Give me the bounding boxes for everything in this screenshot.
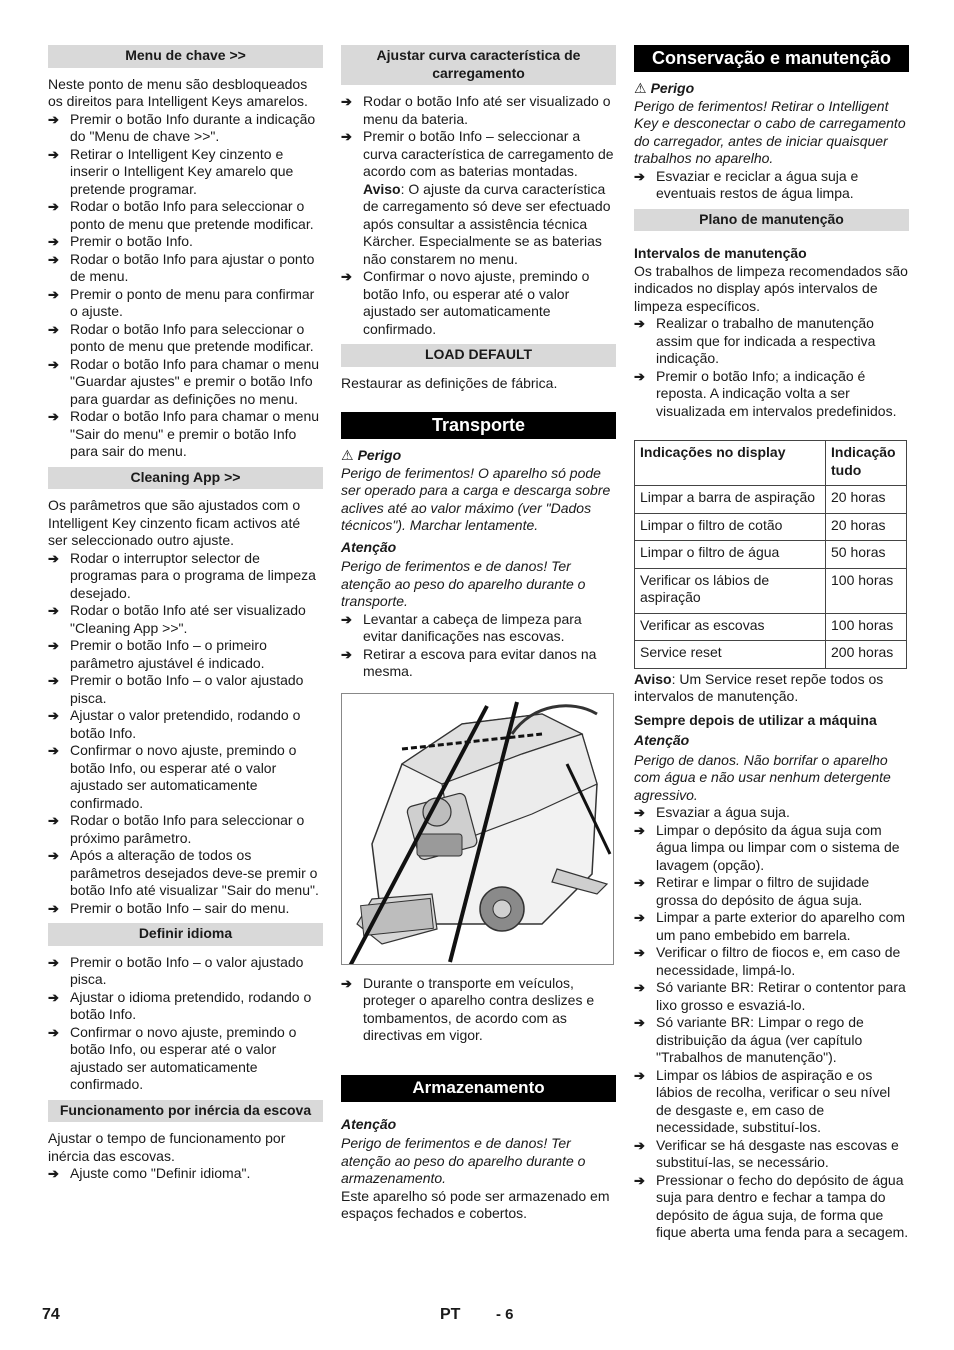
step-text: Premir o ponto de menu para confirmar o ajuste. [70, 285, 315, 319]
table-cell-interval: 20 horas [826, 486, 907, 514]
armazenamento-text: Este aparelho só pode ser armazenado em espaços fechados e cobertos. [341, 1187, 610, 1221]
cleaning-app-intro: Os parâmetros que são ajustados com o Intelligent Key cinzento ficam activos até ser seleccionado outro ajuste. [48, 497, 301, 548]
depois-caution-text: Perigo de danos. Não borrifar o aparelho com água e não usar nenhum detergente agressivo. [634, 751, 891, 803]
table-header-interval: Indicação tudo [826, 441, 907, 486]
step-text: Premir o botão Info – sair do menu. [70, 899, 290, 916]
step-text: Rodar o botão Info para chamar o menu "Sair do menu" e premir o botão Info para sair do menu. [70, 408, 320, 459]
armazenamento-caution-label: Atenção [341, 1115, 397, 1132]
step-text: Premir o botão Info – o valor ajustado pisca. [70, 672, 304, 706]
table-cell-interval: 100 horas [826, 613, 907, 641]
arrow-right-icon: ➔ [634, 945, 645, 960]
table-cell-display: Limpar o filtro de cotão [635, 513, 826, 541]
arrow-right-icon: ➔ [48, 1166, 59, 1181]
intervalos-text: Os trabalhos de limpeza recomendados são indicados no display após intervalos de limpeza específicos. [634, 262, 908, 314]
curva-steps-2 [341, 268, 616, 338]
instruction-step [48, 251, 323, 286]
instruction-step [634, 1137, 909, 1172]
instruction-step [634, 909, 909, 944]
warning-triangle-icon: ⚠ [341, 447, 354, 463]
arrow-right-icon: ➔ [341, 269, 352, 284]
menu-chave-intro: Neste ponto de menu são desbloqueados os direitos para Intelligent Keys amarelos. [48, 75, 308, 109]
instruction-step [341, 268, 616, 338]
section-heading-load-default: LOAD DEFAULT [341, 344, 616, 367]
step-text: Premir o botão Info durante a indicação do "Menu de chave >>". [70, 110, 316, 144]
step-text: Pressionar o fecho do depósito de água suja para dentro e fechar a tampa do depósito de água suja, de forma que fique aberta uma fenda para a secagem. [656, 1171, 909, 1240]
step-text: Levantar a cabeça de limpeza para evitar danificações nas escovas. [363, 610, 582, 644]
arrow-right-icon: ➔ [48, 813, 59, 828]
depois-steps [634, 804, 909, 1242]
sub-page-number: - 6 [496, 1306, 514, 1323]
instruction-step [48, 321, 323, 356]
instruction-step [634, 1014, 909, 1067]
arrow-right-icon: ➔ [48, 954, 59, 970]
plano-note-text: : Um Service reset repõe todos os intervalos de manutenção. [634, 670, 884, 704]
instruction-step [48, 1165, 323, 1183]
instruction-step [634, 822, 909, 875]
instruction-step [48, 954, 323, 989]
arrow-right-icon: ➔ [341, 975, 352, 991]
page-number: 74 [42, 1306, 60, 1323]
step-text: Realizar o trabalho de manutenção assim que for indicada a respectiva indicação. [656, 315, 876, 366]
instruction-step [48, 146, 323, 199]
step-text: Durante o transporte em veículos, proteger o aparelho contra deslizes e tombamentos, de acordo com as directivas em vigor. [363, 974, 595, 1043]
definir-idioma-steps [48, 954, 323, 1094]
arrow-right-icon: ➔ [48, 550, 59, 566]
instruction-step [48, 847, 323, 900]
table-cell-display: Service reset [635, 641, 826, 669]
step-text: Ajuste como "Definir idioma". [70, 1165, 251, 1181]
instruction-step [48, 356, 323, 409]
arrow-right-icon: ➔ [48, 743, 59, 758]
arrow-right-icon: ➔ [634, 1015, 645, 1030]
step-text: Verificar se há desgaste nas escovas e substituí-las, se necessário. [656, 1136, 899, 1170]
step-text: Premir o botão Info – seleccionar a curva característica de carregamento de acordo com as baterias montadas. [363, 128, 614, 179]
arrow-right-icon: ➔ [48, 603, 59, 618]
step-text: Esvaziar e reciclar a água suja e eventuais restos de água limpa. [656, 167, 859, 201]
instruction-step [48, 198, 323, 233]
section-heading-menu-chave: Menu de chave >> [48, 45, 323, 68]
arrow-right-icon: ➔ [341, 646, 352, 662]
conservacao-steps [634, 168, 909, 203]
instruction-step [634, 804, 909, 822]
arrow-right-icon: ➔ [634, 980, 645, 995]
arrow-right-icon: ➔ [634, 316, 645, 331]
instruction-step [48, 672, 323, 707]
column-left [48, 45, 323, 1183]
arrow-right-icon: ➔ [634, 1137, 645, 1153]
arrow-right-icon: ➔ [634, 875, 645, 890]
section-heading-inercia: Funcionamento por inércia da escova [48, 1100, 323, 1123]
instruction-step [48, 408, 323, 461]
instruction-step [48, 742, 323, 812]
table-cell-display: Verificar os lábios de aspiração [635, 568, 826, 613]
warning-triangle-icon: ⚠ [634, 80, 647, 96]
arrow-right-icon: ➔ [48, 900, 59, 916]
instruction-step [48, 989, 323, 1024]
table-cell-interval: 50 horas [826, 541, 907, 569]
step-text: Retirar o Intelligent Key cinzento e inserir o Intelligent Key amarelo que pretende programar. [70, 145, 294, 197]
conservacao-danger-text: Perigo de ferimentos! Retirar o Intelligent Key e desconectar o cabo de carregamento do carregador, antes de iniciar quaisquer trabalhos no aparelho. [634, 97, 906, 166]
arrow-right-icon: ➔ [634, 822, 645, 838]
step-text: Ajustar o idioma pretendido, rodando o botão Info. [70, 988, 312, 1022]
main-heading-armazenamento: Armazenamento [341, 1075, 616, 1102]
main-heading-transporte: Transporte [341, 412, 616, 439]
step-text: Rodar o botão Info até ser visualizado o menu da bateria. [363, 93, 611, 127]
step-text: Retirar a escova para evitar danos na mesma. [363, 645, 597, 679]
instruction-step [48, 233, 323, 251]
arrow-right-icon: ➔ [48, 356, 59, 372]
section-heading-definir-idioma: Definir idioma [48, 923, 323, 946]
arrow-right-icon: ➔ [48, 638, 59, 653]
step-text: Rodar o botão Info até ser visualizado "Cleaning App >>". [70, 602, 306, 636]
table-header-row [635, 441, 907, 486]
transporte-steps [341, 611, 616, 681]
step-text: Premir o botão Info; a indicação é reposta. A indicação volta a ser visualizada em intervalos predefinidos. [656, 367, 897, 419]
arrow-right-icon: ➔ [48, 848, 59, 863]
intervalos-title: Intervalos de manutenção [634, 245, 807, 261]
table-row [635, 613, 907, 641]
menu-chave-steps [48, 111, 323, 461]
maintenance-table [634, 440, 907, 669]
section-heading-cleaning-app: Cleaning App >> [48, 467, 323, 490]
arrow-right-icon: ➔ [634, 1172, 645, 1188]
arrow-right-icon: ➔ [634, 805, 645, 820]
instruction-step [48, 900, 323, 918]
load-default-text: Restaurar as definições de fábrica. [341, 374, 558, 391]
curva-note-text: : O ajuste da curva característica de carregamento só deve ser efectuado após consultar a assistência técnica Kärcher. Especialmente se as baterias não constarem no menu. [363, 180, 611, 267]
arrow-right-icon: ➔ [48, 251, 59, 267]
step-text: Premir o botão Info. [70, 233, 193, 249]
plano-note-label: Aviso [634, 670, 672, 687]
language-code: PT [440, 1306, 461, 1323]
instruction-step [341, 975, 616, 1045]
table-cell-interval: 20 horas [826, 513, 907, 541]
arrow-right-icon: ➔ [634, 910, 645, 925]
step-text: Premir o botão Info – o valor ajustado pisca. [70, 953, 304, 987]
instruction-step [634, 874, 909, 909]
section-heading-curva: Ajustar curva característica de carregamento [341, 45, 616, 85]
curva-note [341, 181, 616, 269]
step-text: Após a alteração de todos os parâmetros desejados deve-se premir o botão Info até visualizar "Sair do menu". [70, 847, 319, 898]
step-text: Rodar o botão Info para chamar o menu "Guardar ajustes" e premir o botão Info para guardar as definições no menu. [70, 355, 320, 407]
arrow-right-icon: ➔ [48, 286, 59, 302]
section-heading-plano: Plano de manutenção [634, 209, 909, 232]
inercia-steps [48, 1165, 323, 1183]
step-text: Confirmar o novo ajuste, premindo o botão Info, ou esperar até o valor ajustado ser automaticamente confirmado. [70, 742, 297, 811]
table-row [635, 641, 907, 669]
inercia-intro: Ajustar o tempo de funcionamento por inércia das escovas. [48, 1130, 286, 1164]
instruction-step [634, 1172, 909, 1242]
arrow-right-icon: ➔ [48, 146, 59, 162]
instruction-step [341, 93, 616, 128]
armazenamento-caution-text: Perigo de ferimentos e de danos! Ter atenção ao peso do aparelho durante o armazenamento. [341, 1135, 586, 1186]
arrow-right-icon: ➔ [48, 409, 59, 424]
step-text: Limpar os lábios de aspiração e os lábios de recolha, verificar o seu nível de desgaste e, em caso de necessidade, substituí-los. [656, 1066, 891, 1135]
transporte-danger-text: Perigo de ferimentos! O aparelho só pode ser operado para a carga e descarga sobre aclives até ao valor máximo (ver "Dados técnicos"). Marchar lentamente. [341, 464, 611, 533]
table-header-display: Indicações no display [635, 441, 826, 486]
table-cell-interval: 200 horas [826, 641, 907, 669]
arrow-right-icon: ➔ [48, 199, 59, 214]
step-text: Retirar e limpar o filtro de sujidade grossa do depósito de água suja. [656, 874, 870, 908]
step-text: Só variante BR: Limpar o rego de distribuição da água (ver capítulo "Trabalhos de manutenção"). [656, 1014, 864, 1065]
column-middle [341, 45, 616, 1223]
curva-note-label: Aviso [363, 180, 401, 197]
step-text: Limpar o depósito da água suja com água limpa ou limpar com o sistema de lavagem (opção). [656, 821, 900, 873]
step-text: Verificar o filtro de fiocos e, em caso de necessidade, limpá-lo. [656, 944, 901, 978]
arrow-right-icon: ➔ [634, 168, 645, 184]
instruction-step [48, 812, 323, 847]
instruction-step [341, 646, 616, 681]
arrow-right-icon: ➔ [341, 129, 352, 144]
column-right [634, 45, 909, 1242]
arrow-right-icon: ➔ [634, 1067, 645, 1083]
main-heading-conservacao: Conservação e manutenção [634, 45, 909, 72]
instruction-step [48, 707, 323, 742]
table-row [635, 541, 907, 569]
table-row [635, 568, 907, 613]
step-text: Ajustar o valor pretendido, rodando o botão Info. [70, 707, 301, 741]
step-text: Rodar o botão Info para seleccionar o ponto de menu que pretende modificar. [70, 198, 314, 232]
instruction-step [48, 1024, 323, 1094]
transporte-danger-label: ⚠ Perigo [341, 447, 402, 463]
instruction-step [341, 128, 616, 181]
transporte-caution-label: Atenção [341, 538, 397, 555]
table-cell-display: Limpar o filtro de água [635, 541, 826, 569]
arrow-right-icon: ➔ [48, 708, 59, 723]
step-text: Rodar o botão Info para seleccionar o próximo parâmetro. [70, 812, 305, 846]
step-text: Rodar o botão Info para seleccionar o ponto de menu que pretende modificar. [70, 320, 314, 354]
instruction-step [48, 111, 323, 146]
step-text: Limpar a parte exterior do aparelho com um pano embebido em barrela. [656, 909, 906, 943]
step-text: Só variante BR: Retirar o contentor para lixo grosso e esvaziá-lo. [656, 979, 906, 1013]
instruction-step [48, 637, 323, 672]
conservacao-danger-label: ⚠ Perigo [634, 80, 695, 96]
arrow-right-icon: ➔ [48, 673, 59, 688]
instruction-step [634, 315, 909, 368]
arrow-right-icon: ➔ [634, 368, 645, 384]
step-text: Confirmar o novo ajuste, premindo o botão Info, ou esperar até o valor ajustado ser automaticamente confirmado. [363, 268, 590, 337]
arrow-right-icon: ➔ [48, 234, 59, 249]
arrow-right-icon: ➔ [341, 94, 352, 109]
instruction-step [634, 944, 909, 979]
arrow-right-icon: ➔ [48, 1024, 59, 1040]
step-text: Rodar o interruptor selector de programas para o programa de limpeza desejado. [70, 549, 316, 601]
table-cell-display: Limpar a barra de aspiração [635, 486, 826, 514]
plano-note [634, 671, 909, 706]
arrow-right-icon: ➔ [48, 321, 59, 337]
cleaning-app-steps [48, 550, 323, 918]
instruction-step [634, 168, 909, 203]
machine-transport-illustration [341, 693, 614, 965]
depois-title: Sempre depois de utilizar a máquina [634, 711, 877, 728]
step-text: Rodar o botão Info para ajustar o ponto de menu. [70, 250, 315, 284]
transporte-steps-2 [341, 975, 616, 1045]
arrow-right-icon: ➔ [48, 989, 59, 1005]
arrow-right-icon: ➔ [48, 111, 59, 127]
depois-caution-label: Atenção [634, 732, 690, 748]
table-cell-display: Verificar as escovas [635, 613, 826, 641]
plano-steps [634, 315, 909, 420]
instruction-step [48, 550, 323, 603]
instruction-step [48, 602, 323, 637]
instruction-step [634, 368, 909, 421]
table-row [635, 513, 907, 541]
step-text: Confirmar o novo ajuste, premindo o botão Info, ou esperar até o valor ajustado ser automaticamente confirmado. [70, 1023, 297, 1092]
step-text: Esvaziar a água suja. [656, 804, 790, 820]
instruction-step [341, 611, 616, 646]
curva-steps [341, 93, 616, 181]
arrow-right-icon: ➔ [341, 611, 352, 627]
instruction-step [634, 979, 909, 1014]
step-text: Premir o botão Info – o primeiro parâmetro ajustável é indicado. [70, 637, 267, 671]
table-row [635, 486, 907, 514]
transporte-caution-text: Perigo de ferimentos e de danos! Ter atenção ao peso do aparelho durante o transporte. [341, 558, 586, 609]
instruction-step [634, 1067, 909, 1137]
table-cell-interval: 100 horas [826, 568, 907, 613]
instruction-step [48, 286, 323, 321]
